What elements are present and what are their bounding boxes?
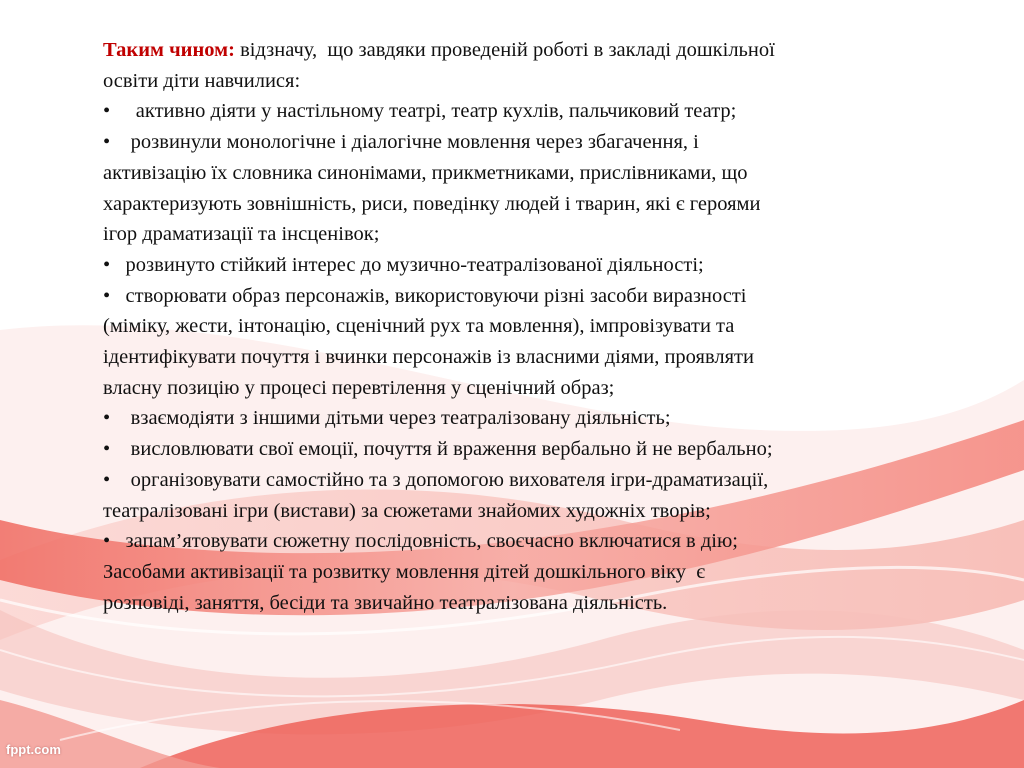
bullet-item: • активно діяти у настільному театрі, театр кухлів, пальчиковий театр;	[103, 100, 737, 123]
bullet-item: • розвинули монологічне і діалогічне мовлення через збагачення, і	[103, 131, 699, 154]
bullet-item: • створювати образ персонажів, використовуючи різні засоби виразності	[103, 284, 747, 307]
bullet-continuation: театралізовані ігри (вистави) за сюжетами знайомих художніх творів;	[103, 499, 711, 522]
closing-line: розповіді, заняття, бесіди та звичайно театралізована діяльність.	[103, 591, 668, 614]
bullet-continuation: (міміку, жести, інтонацію, сценічний рух та мовлення), імпровізувати та	[103, 315, 735, 338]
slide-text-block	[103, 35, 963, 618]
closing-line: Засобами активізації та розвитку мовлення дітей дошкільного віку є	[103, 560, 706, 583]
bullet-item: • запам’ятовувати сюжетну послідовність, своєчасно включатися в дію;	[103, 530, 738, 553]
bullet-continuation: ідентифікувати почуття і вчинки персонажів із власними діями, проявляти	[103, 346, 754, 369]
lead-phrase: Таким чином:	[103, 39, 235, 61]
text-line-2: освіти діти навчилися:	[103, 69, 301, 92]
bullet-continuation: ігор драматизації та інсценівок;	[103, 223, 380, 246]
text-line-1-rest: відзначу, що завдяки проведеній роботі в закладі дошкільної	[234, 39, 775, 61]
watermark-logo: fppt.com	[6, 742, 61, 757]
bullet-item: • висловлювати свої емоції, почуття й враження вербально й не вербально;	[103, 438, 773, 461]
bullet-item: • організовувати самостійно та з допомогою вихователя ігри-драматизації,	[103, 468, 769, 491]
text-line-1	[103, 35, 963, 66]
bullet-continuation: характеризують зовнішність, риси, поведінку людей і тварин, які є героями	[103, 192, 761, 215]
bullet-continuation: власну позицію у процесі перевтілення у сценічний образ;	[103, 376, 615, 399]
bullet-item: • розвинуто стійкий інтерес до музично-театралізованої діяльності;	[103, 253, 704, 276]
bullet-continuation: активізацію їх словника синонімами, прикметниками, прислівниками, що	[103, 161, 748, 184]
bullet-item: • взаємодіяти з іншими дітьми через театралізовану діяльність;	[103, 407, 671, 430]
